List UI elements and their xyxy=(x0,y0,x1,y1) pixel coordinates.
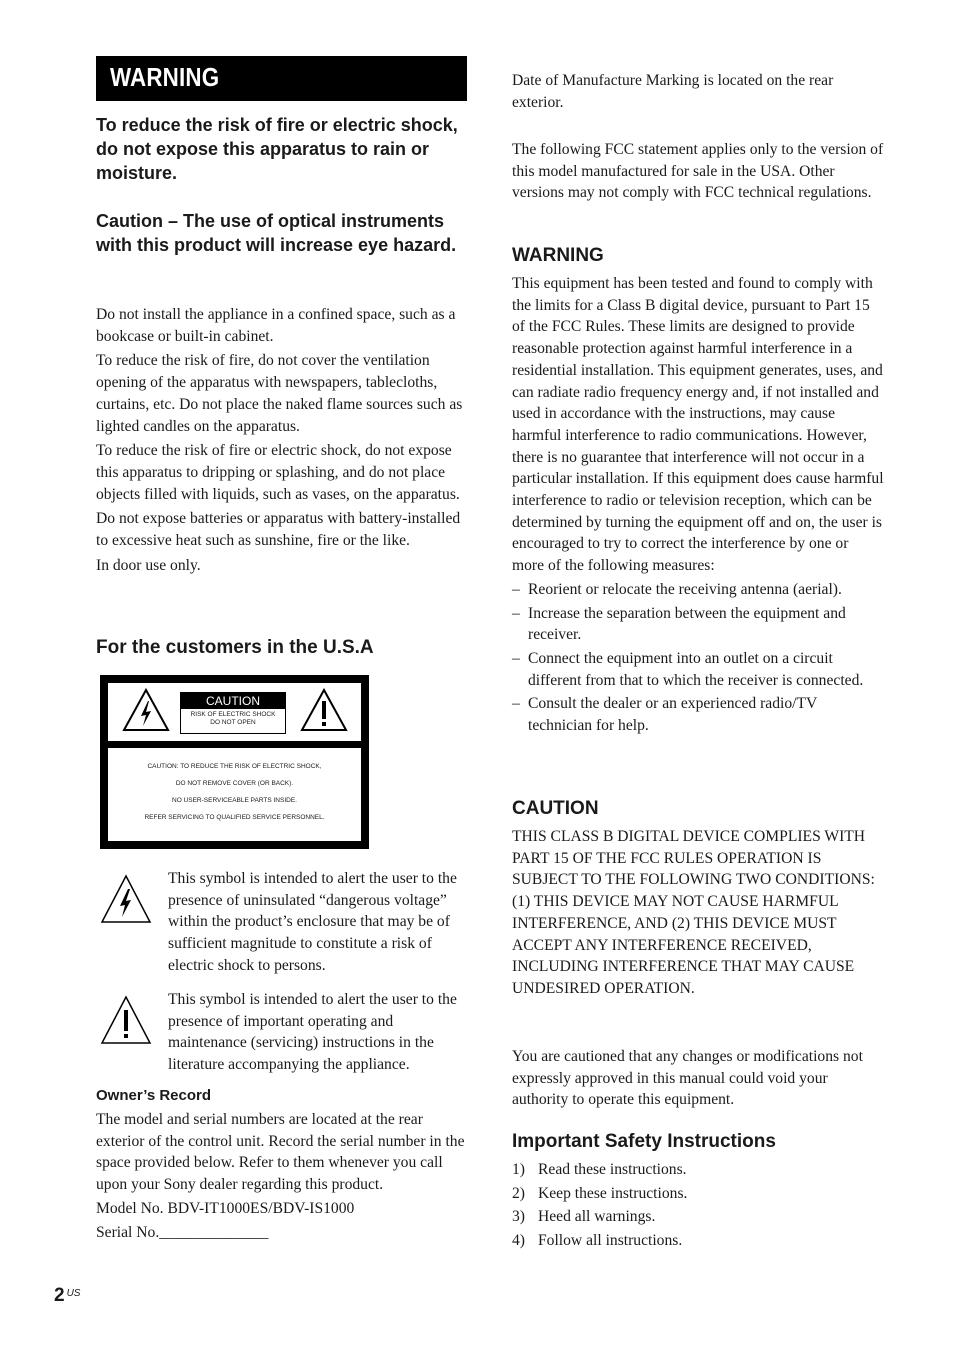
list-item-text: Increase the separation between the equipment and receiver. xyxy=(528,604,846,644)
list-item-text: Keep these instructions. xyxy=(538,1184,688,1202)
caution-label-line: NO USER-SERVICEABLE PARTS INSIDE. xyxy=(172,797,297,804)
list-dash: – xyxy=(512,580,520,598)
list-item xyxy=(512,1230,884,1252)
list-item-text: Reorient or relocate the receiving antenna (aerial). xyxy=(528,580,842,598)
caution-label-line: CAUTION: TO REDUCE THE RISK OF ELECTRIC SHOCK, xyxy=(147,763,322,770)
safety-heading: Important Safety Instructions xyxy=(512,1131,776,1152)
usa-heading: For the customers in the U.S.A xyxy=(96,637,374,658)
caution-label-bottom xyxy=(108,748,361,841)
caution-box xyxy=(180,692,286,734)
list-item-text: Read these instructions. xyxy=(538,1161,687,1178)
exclamation-triangle-icon xyxy=(100,995,152,1045)
list-dash: – xyxy=(512,604,520,622)
caution-box-line: RISK OF ELECTRIC SHOCK xyxy=(190,711,276,718)
caution-label-line: REFER SERVICING TO QUALIFIED SERVICE PERSONNEL. xyxy=(144,814,325,821)
risk-statement: To reduce the risk of fire or electric shock, do not expose this apparatus to rain or moisture. xyxy=(96,115,458,183)
owners-record-heading: Owner’s Record xyxy=(96,1087,212,1104)
fcc-statement: The following FCC statement applies only to the version of this model manufactured for sale in the USA. Other versions may not comply with FCC technical regulations. xyxy=(512,141,884,202)
optical-caution: Caution – The use of optical instruments with this product will increase eye hazard. xyxy=(96,211,457,255)
caution-label-image xyxy=(100,675,369,849)
warning-title: WARNING xyxy=(110,62,220,92)
paragraph: To reduce the risk of fire or electric shock, do not expose this apparatus to dripping or splashing, and do not place objects filled with liquids, such as vases, on the apparatus. xyxy=(96,442,460,503)
serial-number: Serial No.______________ xyxy=(96,1223,269,1241)
safety-paragraphs xyxy=(96,304,468,576)
list-number: 3) xyxy=(512,1208,525,1226)
modifications-text: You are cautioned that any changes or modifications not expressly approved in this manual could void your authority to operate this equipment. xyxy=(512,1048,863,1109)
symbol-voltage-text: This symbol is intended to alert the user to the presence of uninsulated “dangerous voltage” within the product’s enclosure that may be of sufficient magnitude to constitute a risk of electric shock to persons. xyxy=(168,870,457,974)
list-item xyxy=(512,648,884,691)
caution-box-title: CAUTION xyxy=(181,693,285,709)
list-item xyxy=(512,693,884,736)
list-item xyxy=(512,1159,884,1181)
fcc-warning-section xyxy=(512,273,884,737)
list-dash: – xyxy=(512,649,520,667)
page-number xyxy=(54,1285,80,1307)
page-number-value: 2 xyxy=(54,1285,65,1306)
list-item-text: Follow all instructions. xyxy=(538,1232,683,1250)
list-item xyxy=(512,1206,884,1228)
list-item xyxy=(512,603,884,646)
list-item xyxy=(512,1183,884,1205)
caution-box-line: DO NOT OPEN xyxy=(210,719,256,726)
fcc-warning-heading: WARNING xyxy=(512,245,604,266)
symbol-exclaim-text: This symbol is intended to alert the user to the presence of important operating and maintenance (servicing) instructions in the literature accompanying the appliance. xyxy=(168,991,457,1074)
caution-box-text xyxy=(181,711,285,727)
paragraph: Do not expose batteries or apparatus with battery-installed to excessive heat such as sunshine, fire or the like. xyxy=(96,510,461,550)
list-number: 1) xyxy=(512,1161,525,1178)
paragraph: In door use only. xyxy=(96,556,201,574)
exclamation-triangle-icon xyxy=(300,688,348,732)
list-number: 2) xyxy=(512,1184,525,1202)
list-number: 4) xyxy=(512,1232,525,1250)
fcc-warning-text: This equipment has been tested and found to comply with the limits for a Class B digital device, pursuant to Part 15 of the FCC Rules. These limits are designed to provide reasonable protection against harmful interference in a residential installation. This equipment generates, uses, and can radiate radio frequency energy and, if not installed and used in accordance with the instructions, may cause harmful interference to radio communications. However, there is no guarantee that interference will not occur in a particular installation. If this equipment does cause harmful interference to radio or television reception, which can be determined by turning the equipment off and on, the user is encouraged to try to correct the interference by one or more of the following measures: xyxy=(512,275,884,575)
list-item-text: Connect the equipment into an outlet on a circuit different from that to which the receiver is connected. xyxy=(528,649,864,689)
safety-list xyxy=(512,1159,884,1252)
list-item-text: Consult the dealer or an experienced radio/TV technician for help. xyxy=(528,695,817,735)
list-item-text: Heed all warnings. xyxy=(538,1208,656,1226)
lightning-triangle-icon xyxy=(122,688,170,732)
caution-label-line: DO NOT REMOVE COVER (OR BACK). xyxy=(175,780,294,787)
caution-heading: CAUTION xyxy=(512,798,599,819)
owners-record xyxy=(96,1109,468,1243)
paragraph: Do not install the appliance in a confined space, such as a bookcase or built-in cabinet. xyxy=(96,306,456,345)
caution-label-top xyxy=(108,683,361,741)
date-marking-text: Date of Manufacture Marking is located on the rear exterior. xyxy=(512,72,834,111)
model-number: Model No. BDV-IT1000ES/BDV-IS1000 xyxy=(96,1199,355,1217)
page-number-suffix: US xyxy=(66,1288,81,1299)
paragraph: To reduce the risk of fire, do not cover the ventilation opening of the apparatus with newspapers, tablecloths, curtains, etc. Do not place the naked flame sources such as lighted candles on the apparatus. xyxy=(96,352,463,435)
warning-title-bar xyxy=(96,56,467,101)
caution-text: THIS CLASS B DIGITAL DEVICE COMPLIES WITH PART 15 OF THE FCC RULES OPERATION IS SUBJECT TO THE FOLLOWING TWO CONDITIONS: (1) THIS DEVICE MAY NOT CAUSE HARMFUL INTERFERENCE, AND (2) THIS DEVICE MUST ACCEPT ANY INTERFERENCE RECEIVED, INCLUDING INTERFERENCE THAT MAY CAUSE UNDESIRED OPERATION. xyxy=(512,828,875,997)
list-item xyxy=(512,579,884,601)
lightning-triangle-icon xyxy=(100,874,152,924)
list-dash: – xyxy=(512,695,520,713)
owners-record-text: The model and serial numbers are located at the rear exterior of the control unit. Record the serial number in the space provided below. Refer to them whenever you call upon your Sony dealer regarding this product. xyxy=(96,1111,465,1194)
